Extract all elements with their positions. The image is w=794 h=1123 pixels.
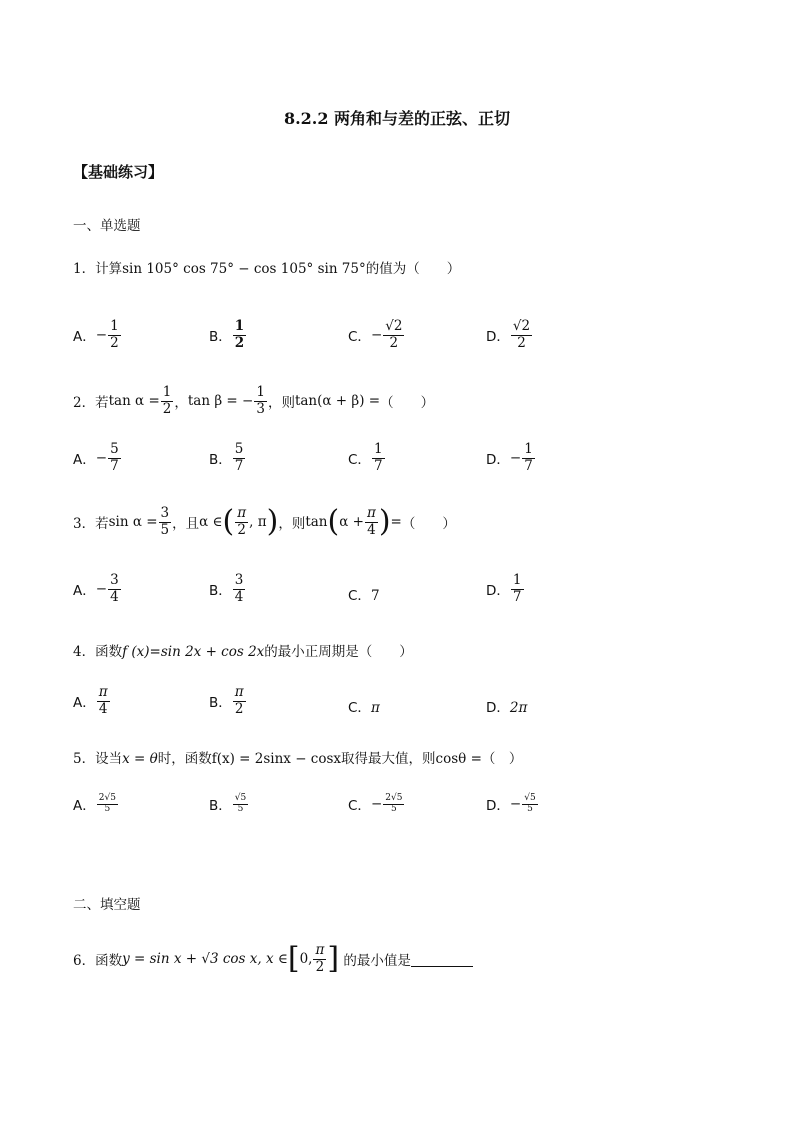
question-number: 4． [73, 644, 96, 660]
option-sign: − [370, 796, 383, 813]
question-1 [73, 263, 460, 277]
q3-option-d[interactable] [486, 573, 525, 605]
q5-option-a[interactable] [73, 794, 119, 815]
option-label: A． [73, 452, 96, 469]
question-number: 1． [73, 261, 96, 277]
q4-option-d[interactable] [486, 696, 527, 716]
q1-option-b[interactable] [209, 319, 247, 351]
question-number: 3． [73, 516, 96, 533]
right-paren: ) [266, 504, 279, 540]
option-label: C． [348, 588, 371, 604]
answer-paren: （ ） [380, 395, 435, 412]
math-expression: sin α = [108, 514, 158, 531]
question-5 [73, 747, 522, 767]
section-basic-heading: 【基础练习】 [73, 163, 164, 181]
fraction: $\frac{√2}{2}$ [385, 318, 403, 351]
math-expression: sin 105° cos 75° − cos 105° sin 75° [122, 261, 366, 277]
math-expression: α + [339, 514, 364, 531]
option-label: C． [348, 700, 371, 716]
option-label: D． [486, 798, 510, 815]
fraction: $\frac{1}{2}$ [234, 318, 245, 351]
fraction: $\frac{2√5}{5}$ [98, 793, 116, 814]
answer-paren: （ ） [481, 751, 523, 767]
q4-option-b[interactable] [209, 685, 247, 717]
question-number: 5． [73, 751, 96, 767]
question-text: 若 [95, 516, 109, 533]
question-4 [73, 640, 413, 660]
answer-paren: （ ） [358, 644, 413, 660]
option-label: C． [348, 329, 371, 346]
option-sign: − [509, 796, 522, 813]
fraction: $\frac{3}{4}$ [110, 572, 119, 605]
option-value: π [370, 700, 380, 716]
question-text: 的值为 [365, 261, 407, 277]
fraction: $\frac{\pi}{2}$ [315, 942, 325, 975]
fraction: $\frac{5}{7}$ [110, 441, 119, 474]
question-text: 的最小正周期是 [264, 644, 359, 660]
option-label: A． [73, 798, 96, 815]
math-expression: tan(α + β) = [294, 393, 381, 410]
math-expression: tan [305, 514, 328, 531]
fraction: $\frac{1}{7}$ [524, 441, 533, 474]
fraction: $\frac{1}{2}$ [110, 318, 119, 351]
part2-heading: 二、填空题 [73, 897, 141, 913]
math-expression: tan α = [108, 393, 160, 410]
option-label: A． [73, 583, 96, 600]
question-text: 函数 [95, 644, 123, 660]
fraction: $\frac{1}{3}$ [256, 384, 265, 417]
fraction: $\frac{1}{2}$ [162, 384, 172, 417]
option-label: C． [348, 798, 371, 815]
right-paren: ) [378, 504, 391, 540]
question-text: ，且 [172, 516, 200, 533]
option-value: 7 [370, 588, 380, 604]
q5-option-d[interactable] [486, 794, 539, 815]
fraction: $\frac{3}{5}$ [160, 505, 170, 538]
option-label: C． [348, 452, 371, 469]
q2-option-c[interactable] [348, 442, 386, 474]
question-number: 6． [73, 953, 96, 970]
math-expression: tan β = − [187, 393, 254, 410]
fraction: $\frac{\pi}{2}$ [237, 505, 247, 538]
option-label: B． [209, 583, 232, 600]
option-label: B． [209, 798, 232, 815]
option-label: D． [486, 700, 510, 716]
left-paren: ( [222, 504, 235, 540]
option-label: D． [486, 583, 510, 600]
math-expression: y = sin x + √3 cos x, x ∈ [122, 951, 288, 968]
q2-option-a[interactable] [73, 442, 122, 474]
option-sign: − [370, 327, 383, 344]
fraction: $\frac{\pi}{4}$ [366, 505, 376, 538]
fraction: $\frac{\pi}{2}$ [234, 684, 244, 717]
question-3 [73, 506, 456, 538]
q1-option-d[interactable] [486, 319, 533, 351]
fraction: $\frac{2√5}{5}$ [385, 793, 403, 814]
math-expression: x = θ [122, 751, 158, 767]
right-bracket: ] [327, 941, 340, 977]
part1-heading: 一、单选题 [73, 218, 141, 234]
option-label: B． [209, 695, 232, 712]
option-label: D． [486, 452, 510, 469]
left-bracket: [ [287, 941, 300, 977]
answer-paren: （ ） [406, 261, 461, 277]
q4-option-a[interactable] [73, 685, 111, 717]
q3-option-c[interactable] [348, 584, 380, 604]
question-text: ，则 [267, 395, 295, 412]
option-label: A． [73, 695, 96, 712]
answer-blank[interactable] [411, 952, 473, 967]
q2-option-b[interactable] [209, 442, 246, 474]
option-value: 2π [509, 700, 528, 716]
q1-option-c[interactable] [348, 319, 405, 351]
fraction: $\frac{1}{7}$ [373, 441, 383, 474]
question-text: 计算 [95, 261, 123, 277]
option-label: A． [73, 329, 96, 346]
option-sign: − [509, 450, 522, 467]
option-label: B． [209, 329, 232, 346]
left-paren: ( [327, 504, 340, 540]
math-expression: , π [249, 514, 267, 531]
fraction: $\frac{√5}{5}$ [234, 793, 247, 814]
option-sign: − [95, 327, 108, 344]
q2-option-d[interactable] [486, 442, 536, 474]
question-text: 设当 [95, 751, 123, 767]
q4-option-c[interactable] [348, 696, 380, 716]
fraction: $\frac{1}{7}$ [512, 572, 522, 605]
math-expression: cosθ = [435, 751, 482, 767]
fraction: $\frac{\pi}{4}$ [98, 684, 108, 717]
option-label: D． [486, 329, 510, 346]
question-6 [73, 943, 473, 975]
math-expression: f (x)=sin 2x + cos 2x [122, 644, 265, 660]
q5-option-c[interactable] [348, 794, 405, 815]
question-text: 取得最大值，则 [341, 751, 436, 767]
math-expression: 0, [299, 951, 313, 968]
math-expression: α ∈ [199, 514, 223, 531]
fraction: $\frac{5}{7}$ [234, 441, 244, 474]
q3-option-a[interactable] [73, 573, 122, 605]
question-text: ，则 [278, 516, 306, 533]
answer-paren: （ ） [401, 516, 456, 533]
question-text: 若 [95, 395, 109, 412]
question-text: 函数 [95, 953, 123, 970]
fraction: $\frac{√2}{2}$ [512, 318, 531, 351]
q5-option-b[interactable] [209, 794, 249, 815]
question-text: 的最小值是 [343, 953, 411, 970]
question-text: 时，函数 [157, 751, 212, 767]
math-expression: = [390, 514, 402, 531]
math-expression: f(x) = 2sinx − cosx [211, 751, 342, 767]
fraction: $\frac{√5}{5}$ [524, 793, 536, 814]
option-label: B． [209, 452, 232, 469]
q3-option-b[interactable] [209, 573, 246, 605]
punctuation: ， [174, 395, 188, 412]
page-title: 8.2.2 两角和与差的正弦、正切 [283, 109, 511, 128]
question-2 [73, 385, 434, 417]
option-sign: − [95, 450, 108, 467]
question-number: 2． [73, 395, 96, 412]
option-sign: − [95, 581, 108, 598]
q1-option-a[interactable] [73, 319, 122, 351]
fraction: $\frac{3}{4}$ [234, 572, 244, 605]
